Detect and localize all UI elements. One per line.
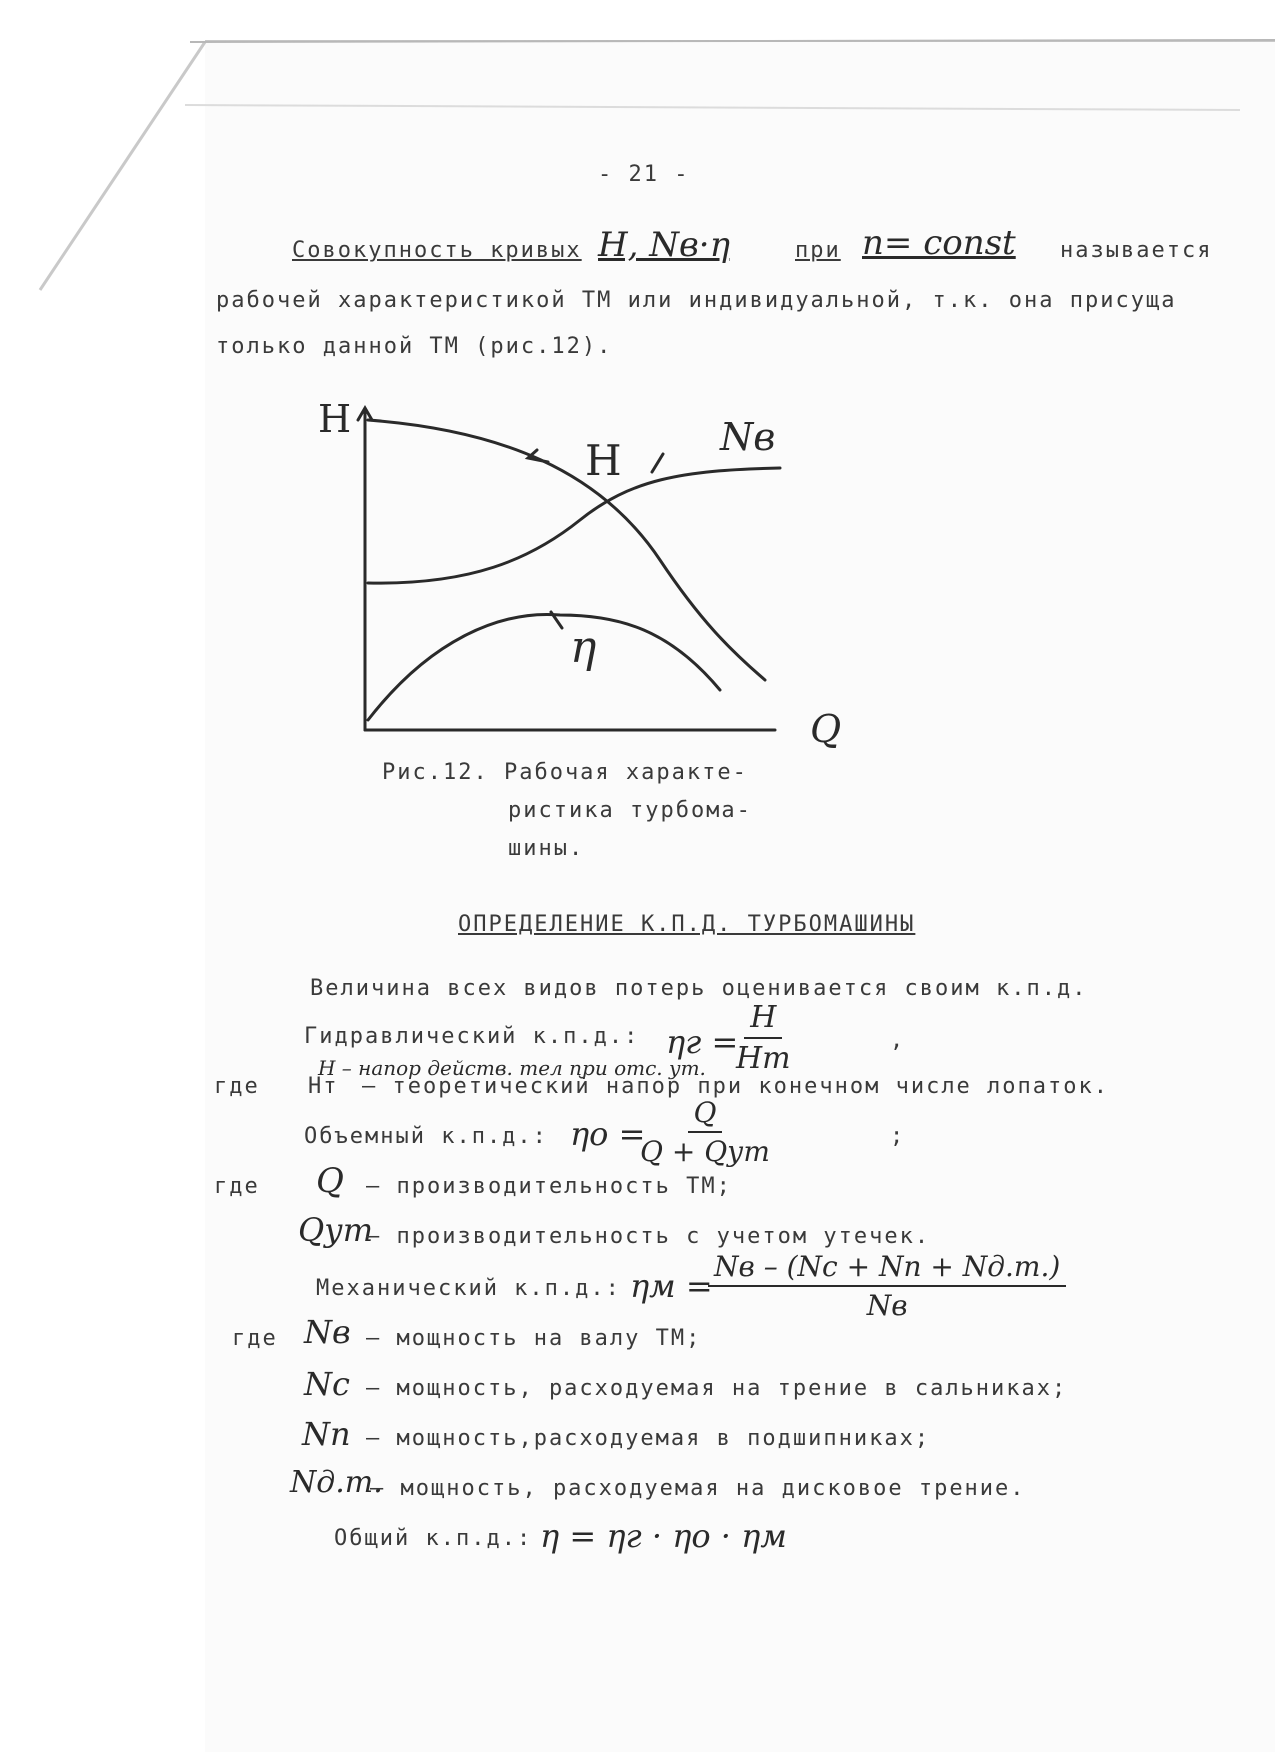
volumetric-numerator: Q bbox=[688, 1096, 723, 1133]
hydraulic-fraction bbox=[736, 1000, 791, 1076]
hydraulic-where: где bbox=[214, 1074, 260, 1099]
intro-text-c: называется bbox=[1060, 238, 1213, 263]
figure-caption-line-3: шины. bbox=[508, 836, 585, 861]
power-curve-label: Nв bbox=[720, 415, 776, 459]
mechanical-symbol-ndt: Nд.т. bbox=[290, 1465, 383, 1500]
mechanical-desc-nc: – мощность, расходуемая на трение в сальниках; bbox=[366, 1376, 1068, 1401]
power-curve bbox=[368, 468, 780, 583]
x-axis-label: Q bbox=[810, 707, 842, 751]
efficiency-curve-label: η bbox=[570, 622, 597, 673]
hydraulic-description: – теоретический напор при конечном числе лопаток. bbox=[362, 1074, 1110, 1099]
mechanical-symbol-nv: Nв bbox=[304, 1313, 351, 1351]
intro-line-3: только данной ТМ (рис.12). bbox=[216, 334, 613, 359]
hydraulic-handwritten-note: H – напор действ. тел при отс. ут. bbox=[318, 1056, 706, 1080]
hydraulic-lhs: ηг = bbox=[666, 1023, 739, 1061]
head-curve bbox=[368, 420, 765, 680]
intro-condition: n= const bbox=[862, 223, 1016, 263]
power-leader bbox=[652, 454, 663, 472]
volumetric-where: где bbox=[214, 1174, 260, 1199]
mechanical-denominator: Nв bbox=[866, 1289, 908, 1322]
mechanical-lhs: ηм = bbox=[630, 1267, 713, 1305]
volumetric-fraction bbox=[640, 1096, 770, 1168]
section-title: ОПРЕДЕЛЕНИЕ К.П.Д. ТУРБОМАШИНЫ bbox=[458, 912, 916, 937]
mechanical-label: Механический к.п.д.: bbox=[316, 1276, 621, 1301]
hydraulic-symbol: Hт bbox=[308, 1074, 339, 1099]
intro-math-curves: H, Nв·η bbox=[598, 225, 730, 265]
overall-label: Общий к.п.д.: bbox=[334, 1526, 533, 1551]
hydraulic-numerator: H bbox=[744, 1000, 782, 1039]
volumetric-denominator: Q + Qут bbox=[640, 1135, 770, 1168]
volumetric-lhs: ηо = bbox=[570, 1115, 646, 1153]
mechanical-where: где bbox=[232, 1326, 278, 1351]
volumetric-symbol-q: Q bbox=[316, 1161, 344, 1201]
hydraulic-trail: , bbox=[890, 1028, 906, 1053]
mechanical-desc-ndt: – мощность, расходуемая на дисковое трение. bbox=[370, 1476, 1026, 1501]
head-curve-label: H bbox=[585, 436, 622, 485]
figure-caption-line-1: Рис.12. Рабочая характе- bbox=[382, 760, 748, 785]
mechanical-numerator: Nв – (Nс + Nп + Nд.т.) bbox=[708, 1250, 1066, 1287]
mechanical-desc-np: – мощность,расходуемая в подшипниках; bbox=[366, 1426, 931, 1451]
hydraulic-denominator: Hт bbox=[736, 1041, 791, 1076]
volumetric-desc-qut: – производительность с учетом утечек. bbox=[366, 1224, 931, 1249]
y-axis-label: H bbox=[318, 397, 352, 441]
volumetric-desc-q: – производительность ТМ; bbox=[366, 1174, 732, 1199]
intro-line-2: рабочей характеристикой ТМ или индивидуальной, т.к. она присуща bbox=[216, 288, 1177, 313]
head-leader bbox=[528, 450, 548, 462]
volumetric-label: Объемный к.п.д.: bbox=[304, 1124, 548, 1149]
page-number: - 21 - bbox=[598, 162, 690, 187]
volumetric-trail: ; bbox=[890, 1124, 906, 1149]
overall-formula: η = ηг · ηо · ηм bbox=[540, 1517, 787, 1555]
mechanical-fraction bbox=[708, 1250, 1066, 1322]
mechanical-symbol-nc: Nс bbox=[304, 1365, 350, 1403]
intro-text-b: при bbox=[795, 238, 841, 263]
intro-text-a: Совокупность кривых bbox=[292, 238, 582, 263]
hydraulic-label: Гидравлический к.п.д.: bbox=[304, 1024, 640, 1049]
performance-chart bbox=[300, 390, 860, 770]
mechanical-symbol-np: Nп bbox=[302, 1415, 351, 1453]
paragraph-losses: Величина всех видов потерь оценивается своим к.п.д. bbox=[310, 976, 1088, 1001]
mechanical-desc-nv: – мощность на валу ТМ; bbox=[366, 1326, 702, 1351]
volumetric-symbol-qut: Qут bbox=[298, 1211, 374, 1249]
efficiency-curve bbox=[368, 614, 720, 720]
figure-caption-line-2: ристика турбома- bbox=[508, 798, 752, 823]
